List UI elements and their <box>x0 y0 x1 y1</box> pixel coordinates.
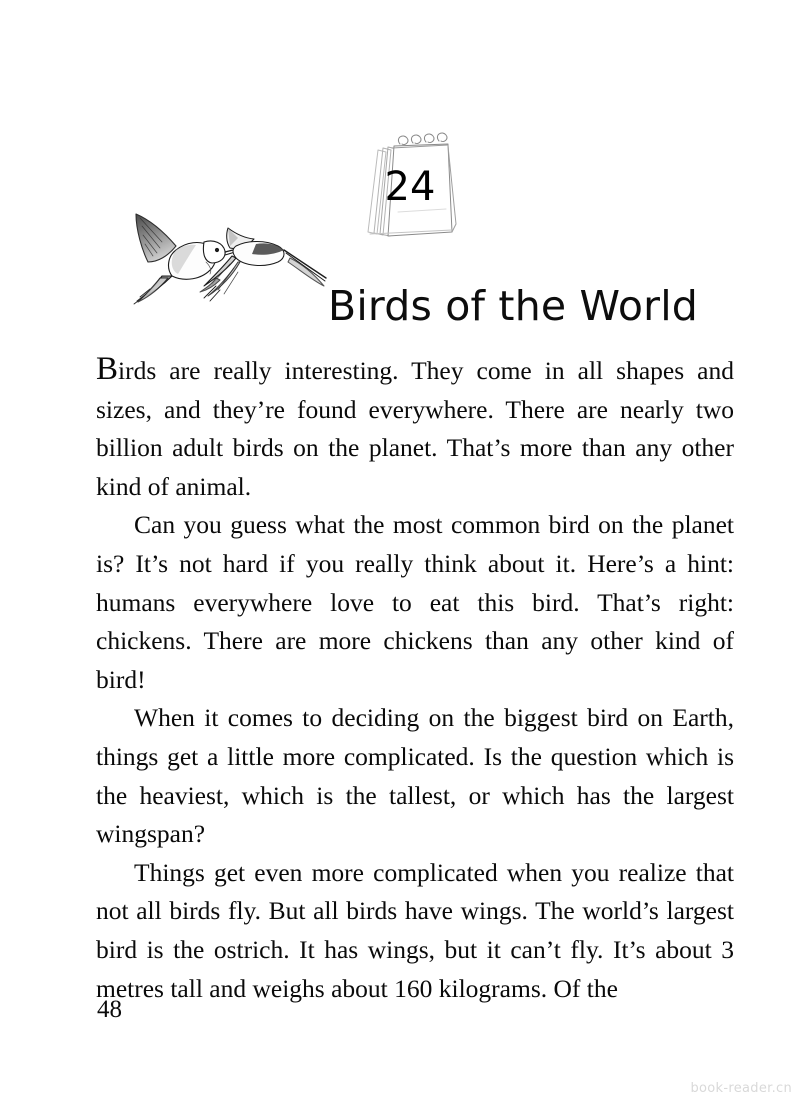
site-watermark: book-reader.cn <box>690 1081 792 1096</box>
paragraph-text: Things get even more complicated when you realize that not all birds fly. But all birds have wings. The world’s largest bird is the ostrich. It has wings, but it can’t fly. It’s about 3 metres tall and weighs about 160 kilograms. Of the <box>96 857 734 1003</box>
chapter-body <box>96 352 734 1008</box>
paragraph <box>96 352 734 506</box>
page-number: 48 <box>97 996 122 1023</box>
paragraph <box>96 506 734 699</box>
paragraph-text: When it comes to deciding on the biggest bird on Earth, things get a little more complicated. Is the question which is the heaviest, which is the tallest, or which has the largest wingspan? <box>96 703 734 849</box>
paragraph <box>96 854 734 1008</box>
paragraph-text: irds are really interesting. They come in all shapes and sizes, and they’re found everywhere. There are nearly two billion adult birds on the planet. That’s more than any other kind of animal. <box>96 356 734 501</box>
drop-cap: B <box>96 351 119 387</box>
paragraph-text: Can you guess what the most common bird on the planet is? It’s not hard if you really think about it. Here’s a hint: humans everywhere love to eat this bird. That’s right: chickens. There are more chickens than any other kind of bird! <box>96 510 734 694</box>
paragraph <box>96 699 734 853</box>
desk-calendar-icon <box>348 128 472 246</box>
chapter-number-text: 24 <box>384 164 436 210</box>
chapter-header <box>0 0 800 345</box>
hummingbirds-illustration <box>120 206 336 324</box>
page-title: Birds of the World <box>328 282 699 331</box>
